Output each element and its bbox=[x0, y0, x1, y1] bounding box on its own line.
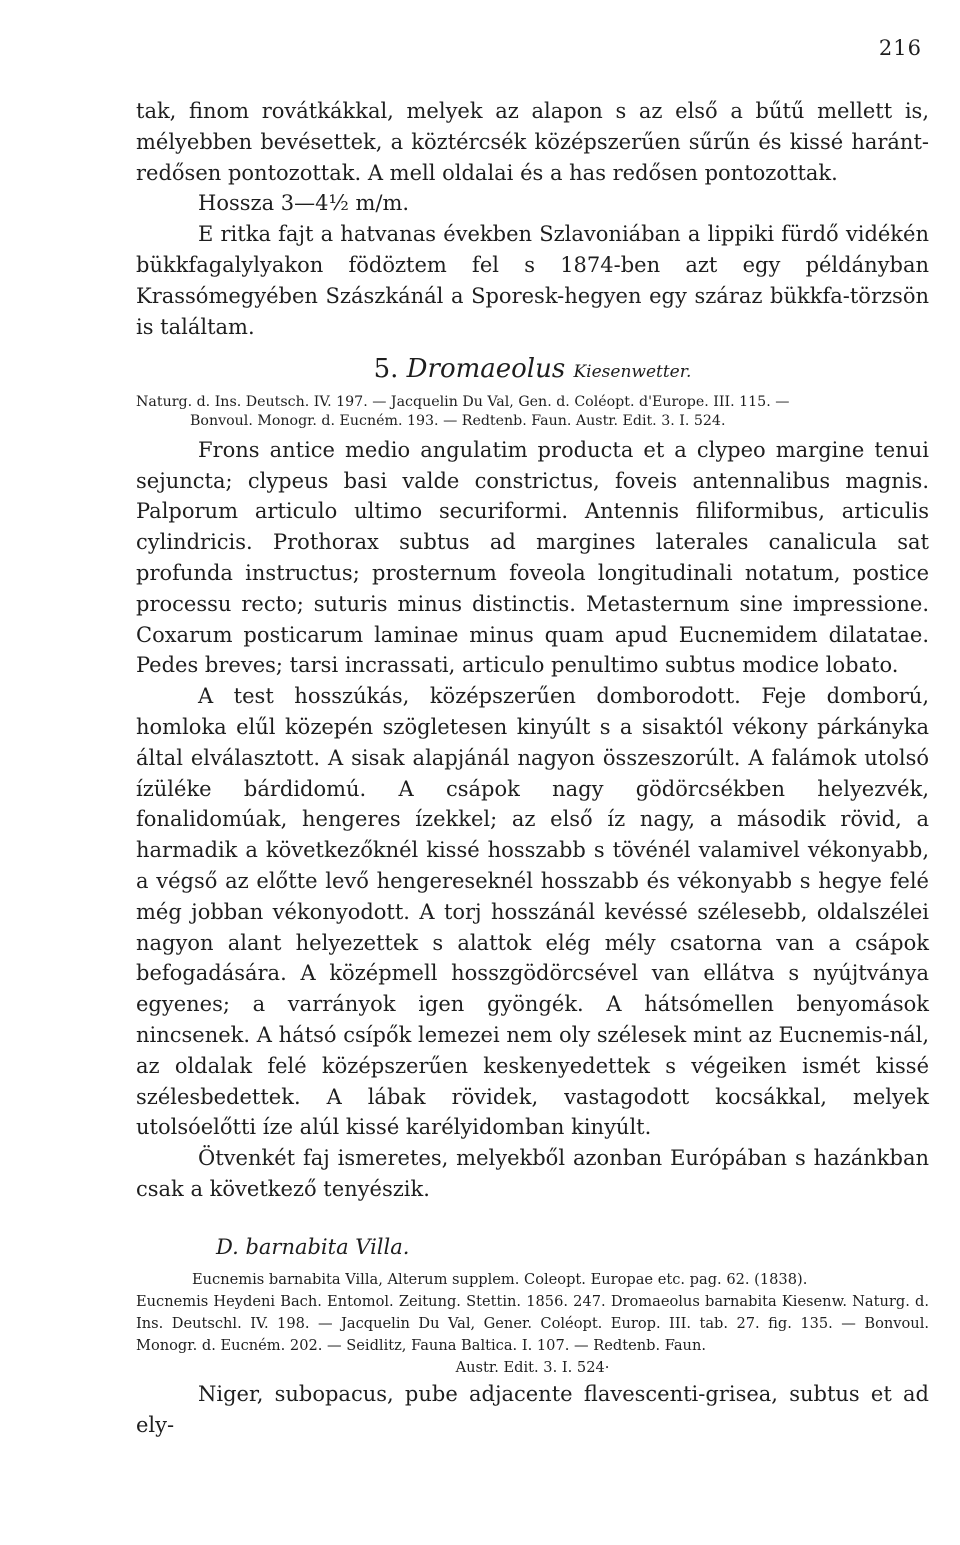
genus-name: Dromaeolus bbox=[406, 354, 566, 385]
species-references bbox=[136, 1269, 929, 1379]
species-heading bbox=[136, 1231, 929, 1263]
latin-description: Frons antice medio angulatim producta et a clypeo margine tenui sejuncta; clypeus basi valde constrictus, foveis antennalibus magnis. Palporum articulo ultimo securiformi. Antennis filiformibus, articulis cylindricis. Prothorax subtus ad margines laterales canalicula sat profunda instructus; prosternum foveola longitudinali notatum, postice processu recto; suturis minus distinctis. Metasternum sine impressione. Coxarum posticarum laminae minus quam apud Eucnemidem dilatatae. Pedes breves; tarsi incrassati, articulo penultimo subtus modice lobato. bbox=[136, 437, 929, 678]
main-text bbox=[136, 96, 929, 1440]
genus-ref-line-2: Bonvoul. Monogr. d. Eucném. 193. — Redtenb. Faun. Austr. Edit. 3. I. 524. bbox=[190, 413, 726, 430]
paragraph-continuation: tak, finom rovátkákkal, melyek az alapon s az első a bűtű mellett is, mélyebben bevésettek, a köztércsék középszerűen sűrűn és kissé haránt-redősen pontozottak. A mell oldalai és a has redősen pontozottak. bbox=[136, 99, 929, 185]
species-count-paragraph: Ötvenkét faj ismeretes, melyekből azonban Európában s hazánkban csak a következő tenyészik. bbox=[136, 1146, 929, 1201]
species-ref-body: Eucnemis Heydeni Bach. Entomol. Zeitung. Stettin. 1856. 247. Dromaeolus barnabita Kiesenw. Naturg. d. Ins. Deutschl. IV. 198. — Jacquelin Du Val, Gener. Coléopt. Europ. III. tab. 27. fig. 135. — Bonvoul. Monogr. d. Eucném. 202. — Seidlitz, Fauna Baltica. I. 107. — Redtenb. Faun. bbox=[136, 1292, 929, 1354]
genus-references bbox=[136, 393, 929, 430]
page-number: 216 bbox=[878, 36, 922, 60]
species-ref-last: Austr. Edit. 3. I. 524· bbox=[455, 1358, 610, 1376]
length-statement: Hossza 3—4½ m/m. bbox=[198, 191, 410, 216]
species-author: Villa. bbox=[355, 1234, 410, 1259]
species-name: D. barnabita bbox=[216, 1234, 349, 1259]
genus-number: 5. bbox=[373, 354, 399, 385]
genus-ref-line-1: Naturg. d. Ins. Deutsch. IV. 197. — Jacquelin Du Val, Gen. d. Coléopt. d'Europe. III. 115. — bbox=[136, 394, 790, 411]
genus-heading bbox=[136, 352, 929, 389]
final-paragraph: Niger, subopacus, pube adjacente flavescenti-grisea, subtus et ad ely- bbox=[136, 1381, 929, 1437]
species-ref-line-1: Eucnemis barnabita Villa, Alterum supplem. Coleopt. Europae etc. pag. 62. (1838). bbox=[192, 1270, 808, 1288]
hungarian-description: A test hosszúkás, középszerűen domborodott. Feje domború, homloka elűl közepén szögletesen kinyúlt s a sisaktól vékony párkányka által elválasztott. A sisak alapjánál nagyon összeszorúlt. A falámok utolsó ízüléke bárdidomú. A csápok nagy gödörcsékben helyezvék, fonalidomúak, hengeres ízekkel; az első íz nagy, a második rövid, a harmadik a következőknél kissé hosszabb s tövénél valamivel vékonyabb, a végső az előtte levő hengereseknél hosszabb és vékonyabb s hegye felé még jobban vékonyodott. A torj hosszánál kevéssé szélesebb, oldalszélei nagyon alant helyezettek s alattok elég mély csatorna van a csápok befogadására. A középmell hosszgödörcsével van ellátva s nyújtványa egyenes; a varrányok igen gyöngék. A hátsómellen benyomások nincsenek. A hátsó csípők lemezei nem oly szélesek mint az Eucnemis-nál, az oldalak felé középszerűen keskenyedettek s végeiken ismét kissé szélesbedettek. A lábak rövidek, vastagodott kocsákkal, melyek utolsóelőtti íze alúl kissé karélyidomban kinyúlt. bbox=[136, 684, 929, 1140]
genus-author: Kiesenwetter. bbox=[573, 362, 692, 383]
habitat-paragraph: E ritka fajt a hatvanas években Szlavoniában a lippiki fürdő vidékén bükkfagalylyakon födöztem fel s 1874-ben azt egy példányban Krassómegyében Szászkánál a Sporesk-hegyen egy száraz bükkfa-törzsön is találtam. bbox=[136, 222, 929, 339]
